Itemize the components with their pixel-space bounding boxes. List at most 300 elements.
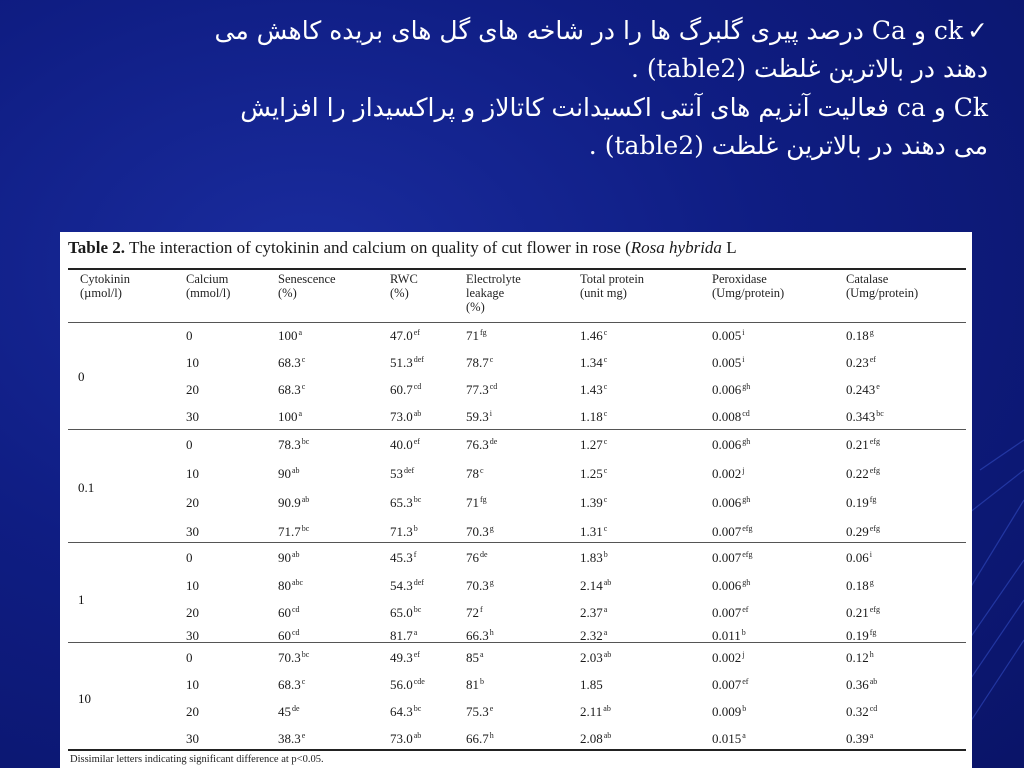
significance-letters: bc (301, 524, 310, 533)
cell-value: 10 (186, 466, 199, 481)
significance-letters: a (480, 650, 484, 659)
table-cell (390, 578, 424, 594)
significance-letters: b (413, 524, 418, 533)
cell-value: 71 (466, 495, 479, 510)
cell-value: 73.0 (390, 731, 413, 746)
cell-value: 0.39 (846, 731, 869, 746)
significance-letters: def (413, 355, 424, 364)
cell-value: 1.27 (580, 437, 603, 452)
table-cell (466, 437, 497, 453)
table-cell (278, 677, 305, 693)
column-header (80, 272, 130, 300)
table-cell (580, 731, 611, 747)
significance-letters: bc (413, 704, 422, 713)
significance-letters: def (404, 466, 415, 475)
table-cell (390, 650, 420, 666)
table-cell (580, 328, 607, 344)
table-cell (846, 355, 876, 371)
significance-letters: ab (292, 550, 300, 559)
cell-value: 80 (278, 578, 291, 593)
table-cell (278, 466, 300, 482)
table-cell (186, 328, 193, 344)
cell-value: 40.0 (390, 437, 413, 452)
table-cell (466, 677, 484, 693)
table-cell (278, 437, 309, 453)
column-header-line: Senescence (278, 272, 336, 286)
cell-value: 30 (186, 731, 199, 746)
cell-value: 68.3 (278, 382, 301, 397)
cell-value: 1.46 (580, 328, 603, 343)
cytokinin-level: 0 (78, 369, 85, 384)
significance-letters: ef (413, 328, 420, 337)
significance-letters: c (603, 409, 608, 418)
cell-value: 73.0 (390, 409, 413, 424)
cell-value: 0.002 (712, 650, 742, 665)
cell-value: 81.7 (390, 628, 413, 643)
table-cell (466, 704, 493, 720)
significance-letters: f (480, 605, 483, 614)
group-divider (68, 542, 966, 543)
significance-letters: cd (869, 704, 878, 713)
table-cell (390, 382, 421, 398)
table-cell (846, 495, 876, 511)
table-cell (580, 382, 607, 398)
table-cell (278, 731, 305, 747)
table-cell (712, 731, 746, 747)
table-cell (846, 409, 884, 425)
table-bottom-rule (68, 749, 966, 751)
cell-value: 71.7 (278, 524, 301, 539)
table-cell (712, 578, 750, 594)
significance-letters: c (301, 677, 306, 686)
cell-value: 76 (466, 550, 479, 565)
table-cell (390, 550, 416, 566)
table-cell (466, 355, 493, 371)
cell-value: 65.0 (390, 605, 413, 620)
significance-letters: de (480, 550, 488, 559)
significance-letters: g (489, 524, 494, 533)
significance-letters: bc (301, 437, 310, 446)
significance-letters: e (301, 731, 306, 740)
significance-letters: i (742, 355, 745, 364)
table-cell (580, 677, 603, 693)
cell-value: 76.3 (466, 437, 489, 452)
significance-letters: c (603, 524, 608, 533)
cell-value: 64.3 (390, 704, 413, 719)
column-header-line: (µmol/l) (80, 286, 122, 300)
table-cell (846, 578, 874, 594)
significance-letters: cde (413, 677, 425, 686)
column-header (390, 272, 418, 300)
cell-value: 54.3 (390, 578, 413, 593)
cell-value: 0 (186, 550, 193, 565)
table-cell (712, 355, 744, 371)
cell-value: 70.3 (466, 524, 489, 539)
significance-letters: c (603, 495, 608, 504)
table-cell (580, 409, 607, 425)
table-cell (712, 650, 744, 666)
table-cell (712, 605, 748, 621)
significance-letters: de (489, 437, 498, 446)
bullet-2-line-1: Ck و ca فعالیت آنزیم های آنتی اکسیدانت کاتالاز و پراکسیداز را افزایش (240, 93, 988, 122)
cell-value: 56.0 (390, 677, 413, 692)
cell-value: 0.005 (712, 328, 742, 343)
cell-value: 0.007 (712, 677, 742, 692)
cell-value: 0.009 (712, 704, 742, 719)
caption-text: The interaction of cytokinin and calcium on quality of cut flower in rose ( (128, 238, 631, 257)
table-cell (390, 355, 424, 371)
table-caption (68, 238, 737, 258)
table-cell (466, 628, 494, 644)
table-cell (466, 731, 494, 747)
table-cell (390, 466, 414, 482)
table-cell (466, 524, 494, 540)
column-header-line: Electrolyte (466, 272, 521, 286)
significance-letters: cd (413, 382, 422, 391)
cell-value: 78.7 (466, 355, 489, 370)
cell-value: 1.85 (580, 677, 603, 692)
significance-letters: b (742, 704, 747, 713)
column-header-line: Calcium (186, 272, 229, 286)
table-cell (846, 466, 880, 482)
table-cell (186, 409, 199, 425)
significance-letters: fg (480, 328, 487, 337)
table-cell (278, 328, 302, 344)
cell-value: 47.0 (390, 328, 413, 343)
column-header (466, 272, 521, 314)
column-header (846, 272, 918, 300)
significance-letters: efg (869, 437, 880, 446)
significance-letters: ef (869, 355, 876, 364)
cell-value: 2.11 (580, 704, 603, 719)
table-cell (278, 605, 300, 621)
table-cell (390, 605, 421, 621)
group-divider (68, 642, 966, 643)
column-header-line: (%) (466, 300, 485, 314)
cell-value: 0.011 (712, 628, 741, 643)
cell-value: 0 (186, 650, 193, 665)
significance-letters: ab (869, 677, 878, 686)
column-header-line: leakage (466, 286, 505, 300)
significance-letters: cd (489, 382, 498, 391)
table-cell (580, 495, 607, 511)
cell-value: 68.3 (278, 677, 301, 692)
significance-letters: ab (301, 495, 310, 504)
cell-value: 38.3 (278, 731, 301, 746)
table-cell (846, 677, 877, 693)
table-cell (390, 731, 421, 747)
table-cell (278, 704, 300, 720)
significance-letters: abc (292, 578, 304, 587)
cell-value: 0.21 (846, 437, 869, 452)
significance-letters: ab (603, 704, 611, 713)
table-image (60, 232, 972, 768)
cell-value: 1.31 (580, 524, 603, 539)
significance-letters: def (413, 578, 424, 587)
significance-letters: i (489, 409, 492, 418)
cell-value: 0.19 (846, 628, 869, 643)
table-cell (466, 578, 494, 594)
significance-letters: efg (869, 466, 880, 475)
cell-value: 10 (186, 677, 199, 692)
group-divider (68, 429, 966, 430)
table-cell (390, 524, 418, 540)
significance-letters: c (301, 355, 306, 364)
cell-value: 1.83 (580, 550, 603, 565)
cell-value: 0.002 (712, 466, 742, 481)
column-header-line: (%) (278, 286, 297, 300)
table-cell (390, 628, 417, 644)
significance-letters: a (603, 605, 608, 614)
table-cell (846, 605, 880, 621)
cytokinin-level: 10 (78, 691, 91, 706)
cell-value: 1.18 (580, 409, 603, 424)
cell-value: 90.9 (278, 495, 301, 510)
table-cell (846, 650, 874, 666)
table-cell (390, 495, 421, 511)
table-cell (580, 650, 611, 666)
table-cell (466, 650, 484, 666)
table-cell (186, 550, 193, 566)
cell-value: 100 (278, 328, 298, 343)
cell-value: 0.29 (846, 524, 869, 539)
cell-value: 0.008 (712, 409, 742, 424)
column-header-line: RWC (390, 272, 418, 286)
table-cell (580, 578, 611, 594)
significance-letters: b (741, 628, 746, 637)
cell-value: 1.34 (580, 355, 603, 370)
significance-letters: efg (742, 550, 753, 559)
significance-letters: efg (742, 524, 753, 533)
cell-value: 72 (466, 605, 479, 620)
cell-value: 10 (186, 355, 199, 370)
table-cell (466, 466, 484, 482)
cell-value: 0.006 (712, 382, 742, 397)
table-cell (278, 578, 303, 594)
cell-value: 0.006 (712, 495, 742, 510)
table-footnote: Dissimilar letters indicating significant difference at p<0.05. (70, 754, 324, 765)
table-cell (278, 628, 300, 644)
column-header-line: Peroxidase (712, 272, 767, 286)
significance-letters: c (603, 328, 608, 337)
significance-letters: efg (869, 524, 880, 533)
significance-letters: bc (301, 650, 310, 659)
significance-letters: cd (292, 628, 300, 637)
significance-letters: j (742, 650, 745, 659)
significance-letters: gh (742, 437, 751, 446)
table-cell (390, 437, 420, 453)
significance-letters: c (480, 466, 484, 475)
table-cell (580, 550, 608, 566)
caption-tail: L (721, 238, 737, 257)
table-cell (846, 731, 873, 747)
cell-value: 53 (390, 466, 403, 481)
slide-body-text (28, 12, 988, 166)
significance-letters: cd (292, 605, 300, 614)
significance-letters: h (489, 731, 494, 740)
significance-letters: ab (292, 466, 300, 475)
significance-letters: f (413, 550, 417, 559)
table-cell (712, 409, 750, 425)
table-cell (186, 578, 199, 594)
bullet-2-line-2: می دهند در بالاترین غلظت (table2) . (588, 130, 988, 160)
caption-species: Rosa hybrida (630, 238, 722, 257)
cell-value: 59.3 (466, 409, 489, 424)
cell-value: 60 (278, 628, 291, 643)
table-cell (186, 650, 193, 666)
cell-value: 0.32 (846, 704, 869, 719)
table-cell (278, 355, 305, 371)
significance-letters: bc (413, 605, 422, 614)
cell-value: 0 (186, 437, 193, 452)
cell-value: 20 (186, 495, 199, 510)
table-cell (278, 382, 305, 398)
significance-letters: ab (603, 731, 612, 740)
column-header-line: (Umg/protein) (846, 286, 919, 300)
table-cell (846, 550, 872, 566)
cytokinin-level: 0.1 (78, 480, 95, 495)
cell-value: 30 (186, 524, 199, 539)
significance-letters: efg (869, 605, 880, 614)
column-header-line: (Umg/protein) (712, 286, 785, 300)
cell-value: 0.06 (846, 550, 869, 565)
significance-letters: bc (413, 495, 422, 504)
table-cell (712, 677, 748, 693)
cell-value: 0.22 (846, 466, 869, 481)
cell-value: 2.14 (580, 578, 603, 593)
table-cell (466, 550, 488, 566)
table-cell (186, 382, 199, 398)
cytokinin-level: 1 (78, 592, 85, 607)
table-cell (580, 437, 607, 453)
bullet-paragraph-2 (28, 89, 988, 164)
cell-value: 85 (466, 650, 479, 665)
column-header (278, 272, 336, 300)
cell-value: 10 (186, 578, 199, 593)
significance-letters: a (298, 328, 303, 337)
cell-value: 0.23 (846, 355, 869, 370)
cell-value: 1.43 (580, 382, 603, 397)
significance-letters: gh (742, 495, 751, 504)
significance-letters: fg (869, 628, 877, 637)
significance-letters: j (742, 466, 745, 475)
cell-value: 75.3 (466, 704, 489, 719)
table-cell (466, 409, 492, 425)
cell-value: 0.12 (846, 650, 869, 665)
cell-value: 2.37 (580, 605, 603, 620)
cell-value: 77.3 (466, 382, 489, 397)
cell-value: 66.3 (466, 628, 489, 643)
significance-letters: a (742, 731, 746, 740)
table-cell (712, 382, 750, 398)
significance-letters: c (603, 355, 608, 364)
cell-value: 68.3 (278, 355, 301, 370)
table-cell (712, 466, 744, 482)
significance-letters: a (298, 409, 303, 418)
column-header (712, 272, 784, 300)
table-cell (186, 466, 199, 482)
significance-letters: a (603, 628, 608, 637)
table-cell (712, 550, 752, 566)
table-cell (580, 524, 607, 540)
table-cell (466, 328, 487, 344)
significance-letters: b (480, 677, 484, 686)
table-cell (186, 677, 199, 693)
significance-letters: ab (413, 409, 422, 418)
significance-letters: g (489, 578, 494, 587)
column-header-line: (mmol/l) (186, 286, 231, 300)
table-cell (186, 731, 199, 747)
cell-value: 45 (278, 704, 291, 719)
table-cell (278, 409, 302, 425)
table-cell (712, 628, 746, 644)
cell-value: 0.006 (712, 437, 742, 452)
table-cell (580, 704, 611, 720)
cell-value: 20 (186, 382, 199, 397)
table-cell (186, 495, 199, 511)
cell-value: 70.3 (278, 650, 301, 665)
column-header-line: Catalase (846, 272, 889, 286)
significance-letters: cd (742, 409, 750, 418)
table-cell (846, 628, 876, 644)
table-cell (580, 466, 607, 482)
column-header-line: Total protein (580, 272, 645, 286)
table-cell (186, 704, 199, 720)
cell-value: 71 (466, 328, 479, 343)
table-cell (390, 704, 421, 720)
cell-value: 90 (278, 466, 291, 481)
table-cell (186, 437, 193, 453)
table-cell (390, 328, 420, 344)
significance-letters: bc (876, 409, 884, 418)
cell-value: 0.21 (846, 605, 869, 620)
significance-letters: ef (742, 605, 749, 614)
cell-value: 65.3 (390, 495, 413, 510)
table-cell (278, 495, 309, 511)
cell-value: 2.03 (580, 650, 603, 665)
column-header-line: Cytokinin (80, 272, 131, 286)
cell-value: 0.18 (846, 328, 869, 343)
table-cell (712, 524, 752, 540)
column-header (186, 272, 230, 300)
significance-letters: c (603, 382, 608, 391)
significance-letters: g (869, 328, 874, 337)
cell-value: 0.007 (712, 524, 742, 539)
significance-letters: ab (413, 731, 422, 740)
significance-letters: ab (603, 650, 612, 659)
table-cell (580, 605, 607, 621)
cell-value: 100 (278, 409, 298, 424)
table-cell (186, 355, 199, 371)
bullet-paragraph-1 (28, 12, 988, 87)
significance-letters: c (301, 382, 306, 391)
cell-value: 30 (186, 409, 199, 424)
table-cell (580, 355, 607, 371)
checkmark-icon: ✓ (967, 16, 988, 45)
cell-value: 0.007 (712, 550, 742, 565)
cell-value: 0.006 (712, 578, 742, 593)
significance-letters: a (869, 731, 874, 740)
table-cell (278, 650, 309, 666)
table-cell (712, 704, 746, 720)
significance-letters: fg (480, 495, 487, 504)
cell-value: 0.19 (846, 495, 869, 510)
significance-letters: g (869, 578, 874, 587)
table-cell (186, 628, 199, 644)
cell-value: 30 (186, 628, 199, 643)
significance-letters: de (292, 704, 300, 713)
significance-letters: i (869, 550, 872, 559)
